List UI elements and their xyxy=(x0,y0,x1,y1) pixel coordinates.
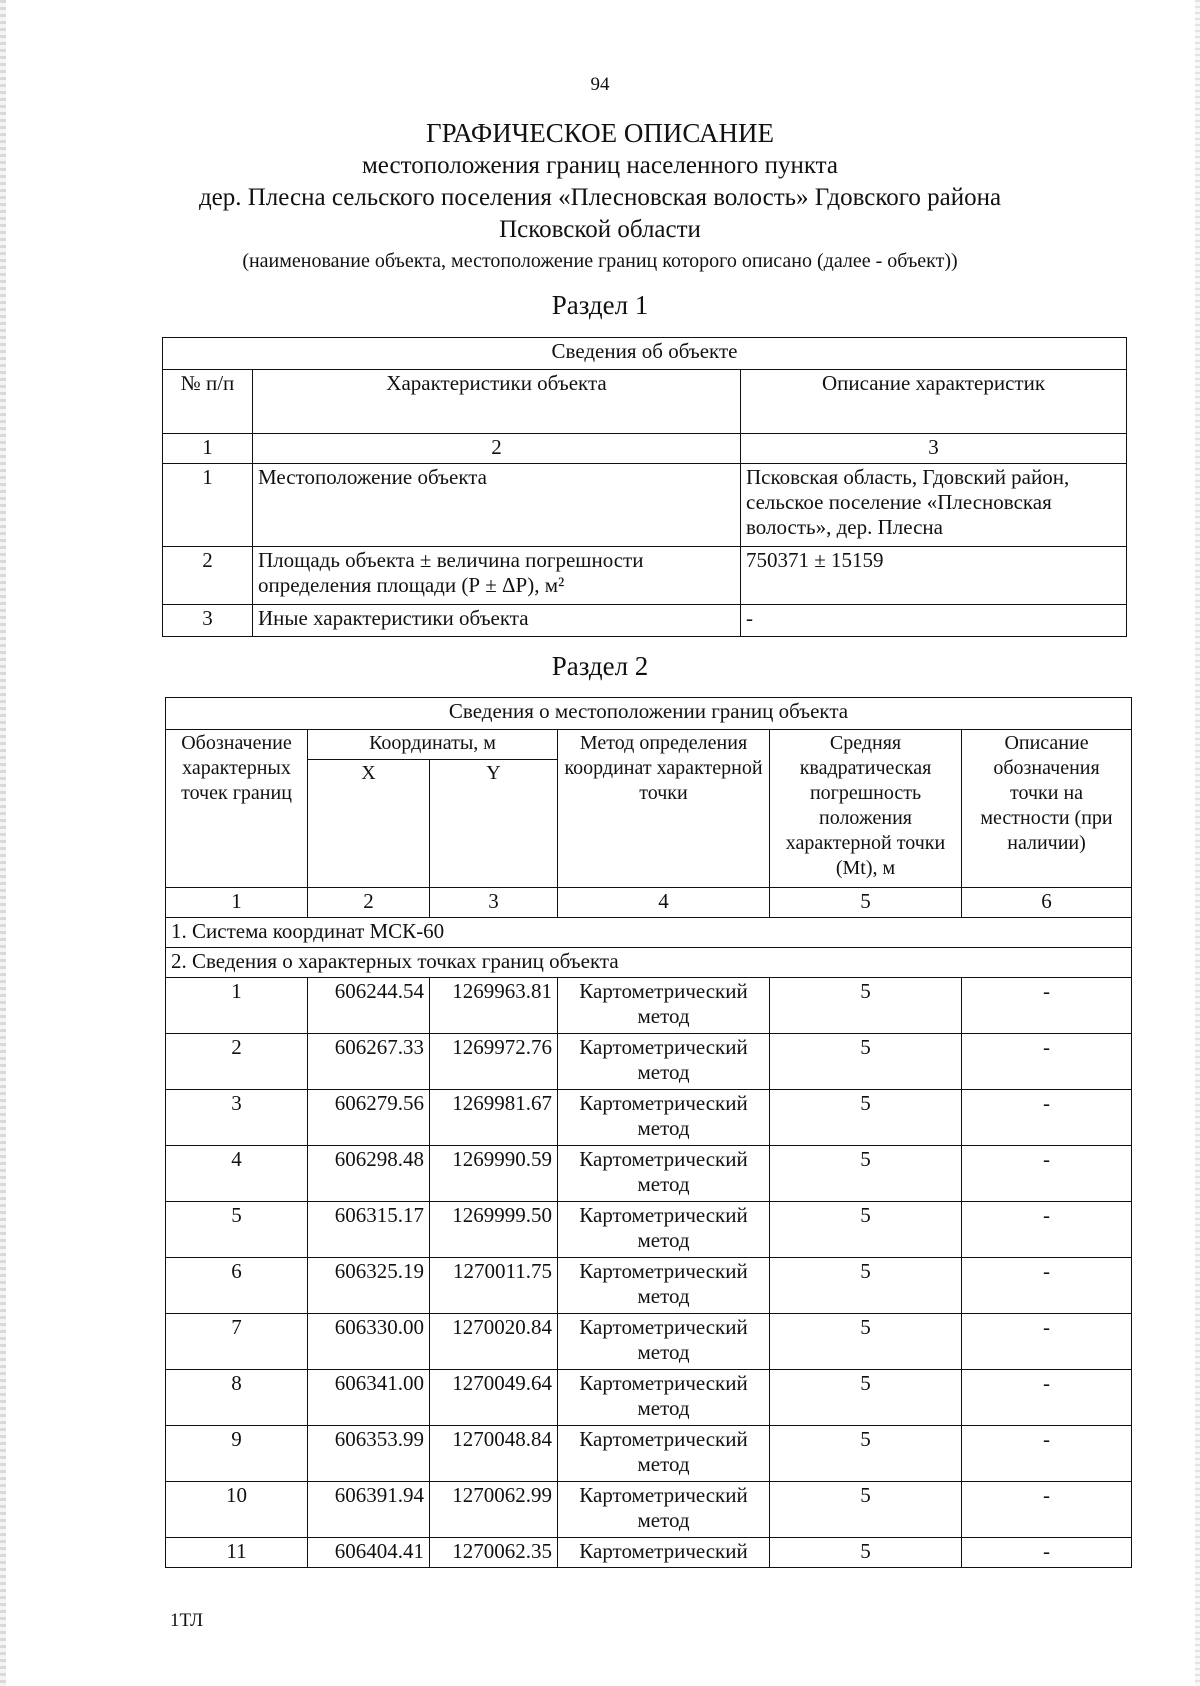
point-description: - xyxy=(962,1314,1132,1370)
boundary-caption: Сведения о местоположении границ объекта xyxy=(166,698,1132,730)
table-row xyxy=(166,1482,1132,1538)
header-coordinates: Координаты, м xyxy=(308,730,558,760)
coordinate-y: 1269981.67 xyxy=(430,1090,558,1146)
method: Картометрический xyxy=(558,1538,770,1568)
point-description: - xyxy=(962,1146,1132,1202)
row-description: Псковская область, Гдовский район, сельское поселение «Плесновская волость», дер. Плесна xyxy=(741,464,1127,547)
boundary-points-table xyxy=(165,697,1132,1568)
coordinate-y: 1270062.35 xyxy=(430,1538,558,1568)
header-x: X xyxy=(308,760,430,888)
section-2-title: Раздел 2 xyxy=(551,651,649,681)
point-description: - xyxy=(962,1538,1132,1568)
coordinate-x: 606298.48 xyxy=(308,1146,430,1202)
mean-error: 5 xyxy=(770,1202,962,1258)
col-number: 3 xyxy=(430,888,558,918)
point-description: - xyxy=(962,1370,1132,1426)
col-number: 5 xyxy=(770,888,962,918)
method: Картометрический метод xyxy=(558,1258,770,1314)
point-number: 2 xyxy=(166,1034,308,1090)
coordinate-x: 606315.17 xyxy=(308,1202,430,1258)
table-row xyxy=(166,1034,1132,1090)
section-1-title: Раздел 1 xyxy=(551,290,649,320)
mean-error: 5 xyxy=(770,978,962,1034)
point-description: - xyxy=(962,1426,1132,1482)
table-row xyxy=(166,1314,1132,1370)
method: Картометрический метод xyxy=(558,1426,770,1482)
coordinate-y: 1270011.75 xyxy=(430,1258,558,1314)
table-row xyxy=(166,1146,1132,1202)
mean-error: 5 xyxy=(770,1426,962,1482)
point-description: - xyxy=(962,1034,1132,1090)
page-number: 94 xyxy=(590,74,610,95)
coordinate-y: 1269963.81 xyxy=(430,978,558,1034)
document-title: ГРАФИЧЕСКОЕ ОПИСАНИЕ xyxy=(425,118,775,148)
coordinate-x: 606341.00 xyxy=(308,1370,430,1426)
row-characteristic: Местоположение объекта xyxy=(253,464,741,547)
point-number: 6 xyxy=(166,1258,308,1314)
mean-error: 5 xyxy=(770,1538,962,1568)
method: Картометрический метод xyxy=(558,1034,770,1090)
coordinate-y: 1270062.99 xyxy=(430,1482,558,1538)
document-subtitle-2: дер. Плесна сельского поселения «Плесновская волость» Гдовского района xyxy=(198,184,1002,211)
point-description: - xyxy=(962,1258,1132,1314)
table-row xyxy=(163,547,1127,605)
header-num: № п/п xyxy=(163,370,253,434)
col-number: 6 xyxy=(962,888,1132,918)
mean-error: 5 xyxy=(770,1258,962,1314)
mean-error: 5 xyxy=(770,1482,962,1538)
document-subtitle-1: местоположения границ населенного пункта xyxy=(361,152,838,179)
point-description: - xyxy=(962,1090,1132,1146)
point-number: 3 xyxy=(166,1090,308,1146)
method: Картометрический метод xyxy=(558,1090,770,1146)
method: Картометрический метод xyxy=(558,978,770,1034)
method: Картометрический метод xyxy=(558,1482,770,1538)
point-number: 7 xyxy=(166,1314,308,1370)
row-characteristic: Площадь объекта ± величина погрешности определения площади (Р ± ΔР), м² xyxy=(253,547,741,605)
coordinate-y: 1270049.64 xyxy=(430,1370,558,1426)
coordinate-x: 606353.99 xyxy=(308,1426,430,1482)
col-number: 2 xyxy=(308,888,430,918)
header-characteristics: Характеристики объекта xyxy=(253,370,741,434)
coordinate-x: 606404.41 xyxy=(308,1538,430,1568)
coordinate-x: 606279.56 xyxy=(308,1090,430,1146)
table-row xyxy=(163,605,1127,637)
method: Картометрический метод xyxy=(558,1146,770,1202)
mean-error: 5 xyxy=(770,1314,962,1370)
table-row xyxy=(163,464,1127,547)
document-subtitle-3: Псковской области xyxy=(499,216,701,243)
row-description: 750371 ± 15159 xyxy=(741,547,1127,605)
row-num: 2 xyxy=(163,547,253,605)
col-number: 4 xyxy=(558,888,770,918)
coordinate-y: 1270020.84 xyxy=(430,1314,558,1370)
point-number: 5 xyxy=(166,1202,308,1258)
object-info-table xyxy=(162,337,1127,637)
coordinate-x: 606330.00 xyxy=(308,1314,430,1370)
point-number: 1 xyxy=(166,978,308,1034)
document-title-block xyxy=(0,117,1200,274)
col-number: 2 xyxy=(253,434,741,464)
row-num: 3 xyxy=(163,605,253,637)
mean-error: 5 xyxy=(770,1034,962,1090)
row-description: - xyxy=(741,605,1127,637)
point-number: 4 xyxy=(166,1146,308,1202)
coordinate-x: 606244.54 xyxy=(308,978,430,1034)
row-num: 1 xyxy=(163,464,253,547)
table-row xyxy=(166,978,1132,1034)
coordinate-y: 1270048.84 xyxy=(430,1426,558,1482)
point-number: 8 xyxy=(166,1370,308,1426)
header-point-description: Описание обозначения точки на местности (при наличии) xyxy=(962,730,1132,888)
table-row xyxy=(166,1258,1132,1314)
header-error: Средняя квадратическая погрешность положения характерной точки (Mt), м xyxy=(770,730,962,888)
coordinate-system-row: 1. Система координат МСК-60 xyxy=(166,918,1132,948)
row-characteristic: Иные характеристики объекта xyxy=(253,605,741,637)
col-number: 3 xyxy=(741,434,1127,464)
header-method: Метод определения координат характерной точки xyxy=(558,730,770,888)
coordinate-x: 606267.33 xyxy=(308,1034,430,1090)
coordinate-y: 1269972.76 xyxy=(430,1034,558,1090)
method: Картометрический метод xyxy=(558,1202,770,1258)
point-description: - xyxy=(962,1202,1132,1258)
mean-error: 5 xyxy=(770,1090,962,1146)
coordinate-x: 606391.94 xyxy=(308,1482,430,1538)
mean-error: 5 xyxy=(770,1370,962,1426)
point-number: 9 xyxy=(166,1426,308,1482)
col-number: 1 xyxy=(166,888,308,918)
object-info-caption: Сведения об объекте xyxy=(163,338,1127,370)
table-row xyxy=(166,1538,1132,1568)
coordinate-x: 606325.19 xyxy=(308,1258,430,1314)
footer-mark: 1ТЛ xyxy=(170,1610,204,1631)
points-section-row: 2. Сведения о характерных точках границ объекта xyxy=(166,948,1132,978)
header-description: Описание характеристик xyxy=(741,370,1127,434)
point-description: - xyxy=(962,1482,1132,1538)
mean-error: 5 xyxy=(770,1146,962,1202)
point-number: 11 xyxy=(166,1538,308,1568)
header-point: Обозначение характерных точек границ xyxy=(166,730,308,888)
table-row xyxy=(166,1370,1132,1426)
coordinate-y: 1269990.59 xyxy=(430,1146,558,1202)
method: Картометрический метод xyxy=(558,1314,770,1370)
document-title-note: (наименование объекта, местоположение границ которого описано (далее - объект)) xyxy=(242,250,958,272)
table-row xyxy=(166,1090,1132,1146)
point-number: 10 xyxy=(166,1482,308,1538)
col-number: 1 xyxy=(163,434,253,464)
coordinate-y: 1269999.50 xyxy=(430,1202,558,1258)
table-row xyxy=(166,1426,1132,1482)
point-description: - xyxy=(962,978,1132,1034)
header-y: Y xyxy=(430,760,558,888)
table-row xyxy=(166,1202,1132,1258)
method: Картометрический метод xyxy=(558,1370,770,1426)
